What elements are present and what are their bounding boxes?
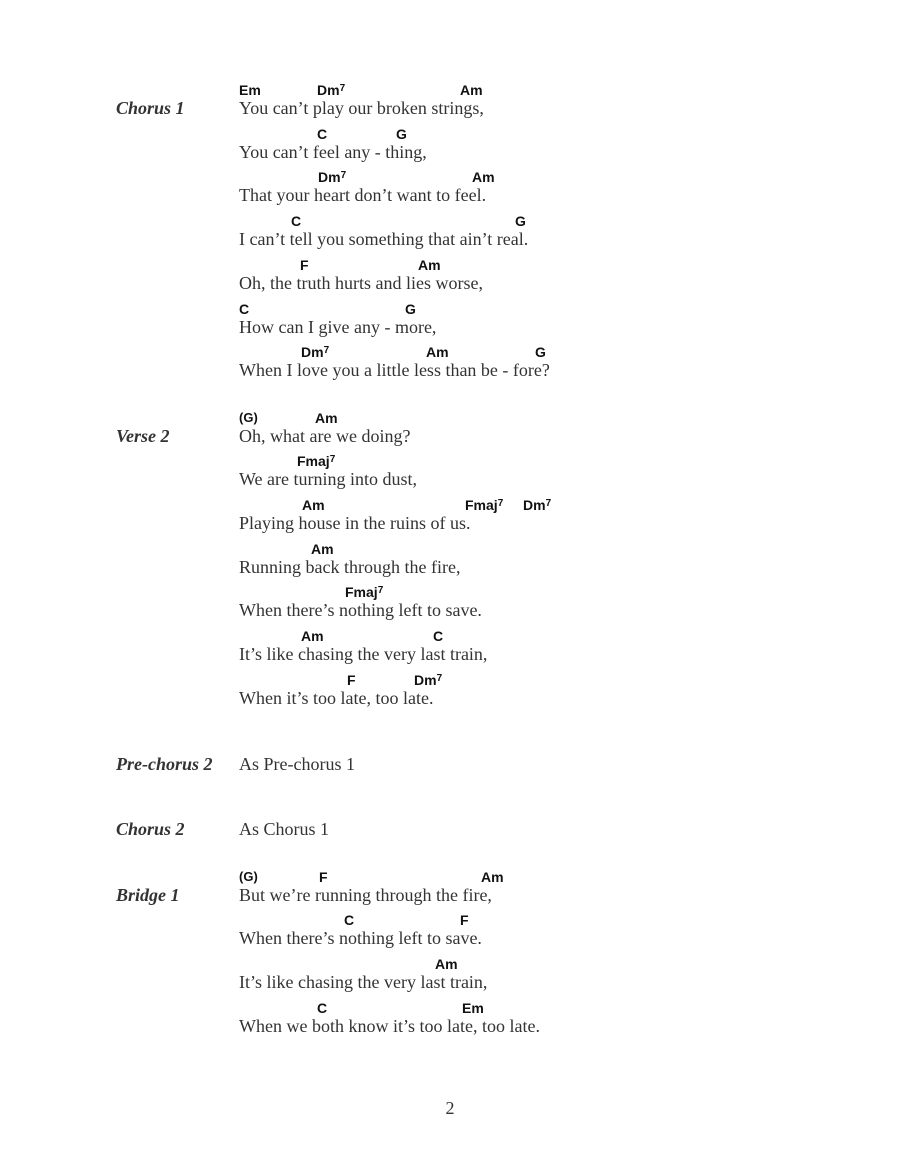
- section-label: Verse 2: [116, 426, 170, 446]
- chord: G: [535, 344, 546, 360]
- chord: Dm$^7$: [318, 169, 347, 185]
- lyric-line: How can I give any - more,: [239, 317, 437, 337]
- page-number: 2: [445, 1098, 455, 1118]
- lyric-line: When we both know it’s too late, too late.: [239, 1016, 540, 1036]
- chord: Dm$^7$: [414, 672, 443, 688]
- section-reference: As Pre-chorus 1: [239, 754, 355, 774]
- chord: F: [347, 672, 356, 688]
- lyric-line: When there’s nothing left to save.: [239, 600, 482, 620]
- chord: C: [317, 126, 328, 142]
- section-label: Chorus 2: [116, 819, 185, 839]
- chord: Dm$^7$: [523, 497, 552, 513]
- lyric-line: When it’s too late, too late.: [239, 688, 434, 708]
- chord: Am: [460, 82, 483, 98]
- chord: Fmaj$^7$: [297, 453, 336, 469]
- section-reference: As Chorus 1: [239, 819, 330, 839]
- chord: Am: [301, 628, 324, 644]
- chord: (G): [239, 410, 258, 425]
- lyric-line: When there’s nothing left to save.: [239, 928, 482, 948]
- chord: Am: [311, 541, 334, 557]
- chord: Am: [435, 956, 458, 972]
- chord: G: [405, 301, 416, 317]
- chord: F: [319, 869, 328, 885]
- chord: Am: [472, 169, 495, 185]
- chord: C: [433, 628, 444, 644]
- chord: Am: [481, 869, 504, 885]
- chord: C: [291, 213, 302, 229]
- section-label: Bridge 1: [116, 885, 180, 905]
- chord: Em: [239, 82, 261, 98]
- chord: C: [344, 912, 355, 928]
- lyric-line: Oh, the truth hurts and lies worse,: [239, 273, 483, 293]
- lyric-line: We are turning into dust,: [239, 469, 418, 489]
- lyric-line: You can’t feel any - thing,: [239, 142, 427, 162]
- lyric-line: It’s like chasing the very last train,: [239, 972, 488, 992]
- chord: F: [460, 912, 469, 928]
- section-label: Chorus 1: [116, 98, 185, 118]
- chord: Dm$^7$: [317, 82, 346, 98]
- lyric-line: I can’t tell you something that ain’t real.: [239, 229, 529, 249]
- lyric-line: Running back through the fire,: [239, 557, 461, 577]
- lyric-line: When I love you a little less than be - fore?: [239, 360, 550, 380]
- chord: (G): [239, 869, 258, 884]
- chord: C: [317, 1000, 328, 1016]
- lyric-line: Oh, what are we doing?: [239, 426, 411, 446]
- lyric-line: But we’re running through the fire,: [239, 885, 492, 905]
- chord: Am: [418, 257, 441, 273]
- chord: Fmaj$^7$: [465, 497, 504, 513]
- chord: Dm$^7$: [301, 344, 330, 360]
- chord: Am: [426, 344, 449, 360]
- lyric-line: Playing house in the ruins of us.: [239, 513, 471, 533]
- chord: Am: [302, 497, 325, 513]
- chord: G: [396, 126, 407, 142]
- chord: Em: [462, 1000, 484, 1016]
- lyric-line: You can’t play our broken strings,: [239, 98, 484, 118]
- chord: Fmaj$^7$: [345, 584, 384, 600]
- section-label: Pre-chorus 2: [116, 754, 213, 774]
- chord: Am: [315, 410, 338, 426]
- lyric-line: It’s like chasing the very last train,: [239, 644, 488, 664]
- chord: C: [239, 301, 250, 317]
- lyric-line: That your heart don’t want to feel.: [239, 185, 487, 205]
- chord: G: [515, 213, 526, 229]
- chord: F: [300, 257, 309, 273]
